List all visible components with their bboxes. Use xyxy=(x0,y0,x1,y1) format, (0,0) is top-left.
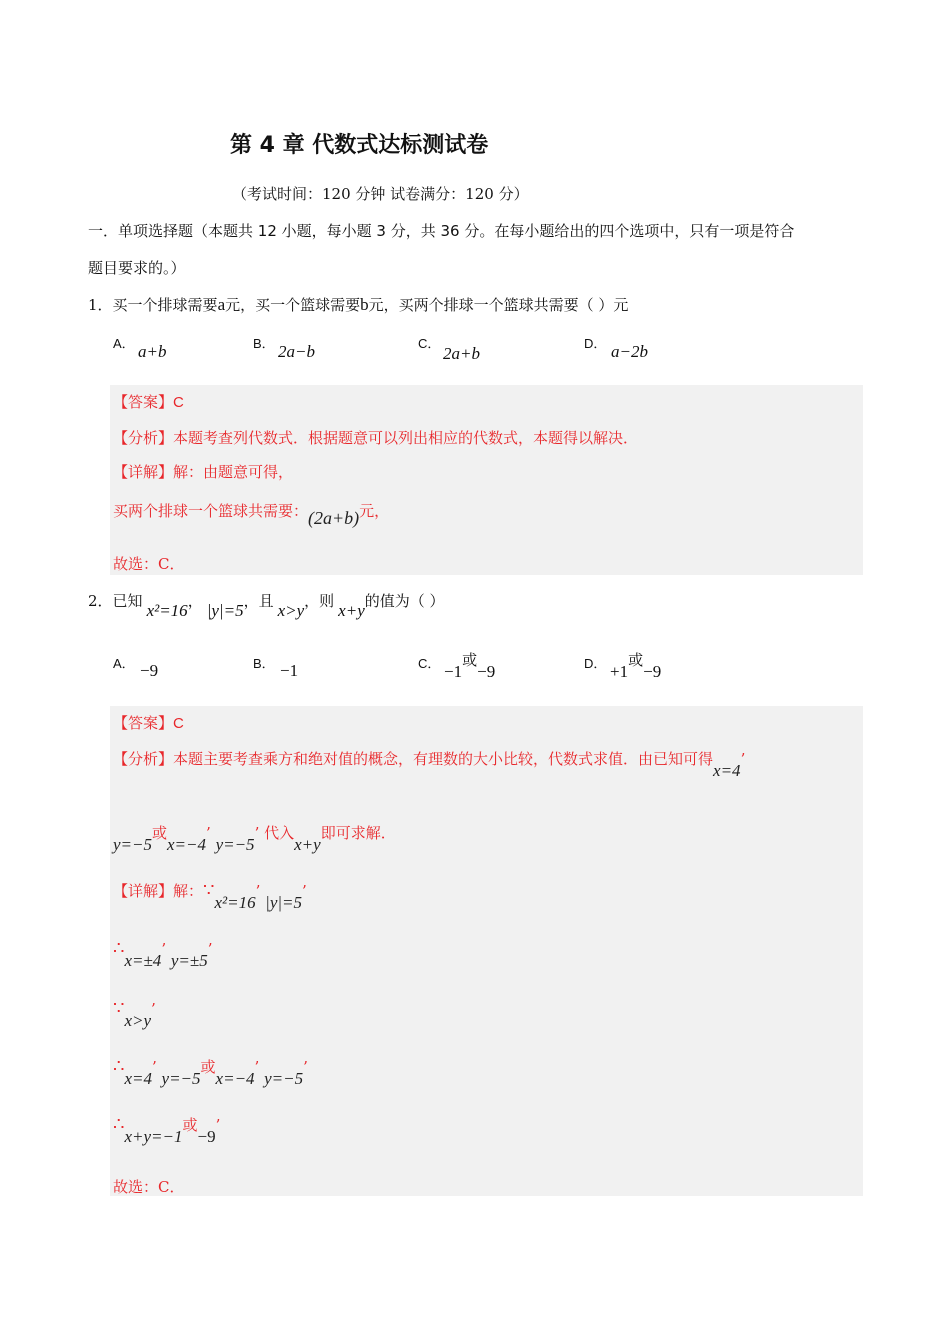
question-number: 2． xyxy=(88,592,113,610)
expression: x²=16 xyxy=(146,601,188,620)
or-text: 或 xyxy=(182,1116,198,1134)
option-c-or: 或 xyxy=(462,651,478,669)
option-d-value: a−2b xyxy=(611,342,648,361)
detail-tag: 【详解】 xyxy=(113,463,174,481)
variable-b: b xyxy=(360,295,369,314)
section-heading-line2: 题目要求的。） xyxy=(88,259,186,277)
detail-step-3: ∵x>y’ xyxy=(113,998,156,1030)
expression: y=±5 xyxy=(170,951,208,970)
detail-line: 【详解】解：∵x²=16’ |y|=5’ xyxy=(113,880,307,912)
analysis-line xyxy=(113,427,638,448)
answer-line xyxy=(113,391,184,412)
analysis-line: 【分析】本题主要考查乘方和绝对值的概念，有理数的大小比较，代数式求值．由已知可得x=4’ xyxy=(113,750,746,780)
expression: x=4 xyxy=(124,1069,152,1088)
answer-box-1 xyxy=(110,385,863,575)
expression: y=−5 xyxy=(215,835,255,854)
question-text: ，则 xyxy=(304,592,335,610)
or-text: 或 xyxy=(200,1058,216,1076)
therefore-symbol: ∴ xyxy=(113,938,125,959)
answer-tag: 【答案】 xyxy=(113,714,174,732)
analysis-text: 本题考查列代数式．根据题意可以列出相应的代数式，本题得以解决． xyxy=(173,429,639,447)
analysis-text: 即可求解． xyxy=(320,824,396,842)
expression: x+y xyxy=(294,835,321,854)
or-text: 或 xyxy=(152,824,168,842)
therefore-symbol: ∴ xyxy=(113,1056,125,1077)
option-d-value-2: −9 xyxy=(643,662,662,681)
answer-tag: 【答案】 xyxy=(113,393,174,411)
because-symbol: ∵ xyxy=(203,880,215,901)
expression: −9 xyxy=(197,1127,216,1146)
question-text: 元，买一个篮球需要 xyxy=(225,296,361,314)
option-d-value xyxy=(610,649,662,681)
analysis-line-2: y=−5或x=−4’ y=−5’ 代入x+y即可求解． xyxy=(113,824,396,854)
option-d-label: D． xyxy=(584,336,607,351)
section-heading-line1: 一．单项选择题（本题共 12 小题，每小题 3 分，共 36 分。在每小题给出的四个选项中，只有一项是符合 xyxy=(88,222,795,240)
expression: x>y xyxy=(277,601,305,620)
analysis-text: 本题主要考查乘方和绝对值的概念，有理数的大小比较，代数式求值．由已知可得 xyxy=(173,750,714,768)
detail-step xyxy=(113,500,390,528)
option-b-value: −1 xyxy=(280,661,299,680)
detail-intro: 解： xyxy=(173,882,204,900)
option-a-value: a+b xyxy=(138,342,167,361)
question-text: 元，买两个排球一个篮球共需要（ ）元 xyxy=(368,296,629,314)
analysis-text: 代入 xyxy=(264,824,295,842)
question-1 xyxy=(88,294,628,315)
expression: y=−5 xyxy=(161,1069,201,1088)
question-2: 2．已知 x²=16， |y|=5，且 x>y，则 x+y的值为（ ） xyxy=(88,592,445,620)
expression: x+y=−1 xyxy=(124,1127,183,1146)
detail-intro: 解：由题意可得， xyxy=(173,463,294,481)
variable-a: a xyxy=(217,295,226,314)
conclusion-line: 故选：C． xyxy=(113,1178,185,1196)
because-symbol: ∵ xyxy=(113,998,125,1019)
page-subtitle: （考试时间：120 分钟 试卷满分：120 分） xyxy=(232,185,529,203)
detail-step-4: ∴x=4’ y=−5或x=−4’ y=−5’ xyxy=(113,1056,308,1088)
option-c-label: C． xyxy=(418,336,441,351)
expression: x=−4 xyxy=(167,835,207,854)
option-a-value: −9 xyxy=(140,661,159,680)
detail-tag: 【详解】 xyxy=(113,882,174,900)
option-c-value: 2a+b xyxy=(443,344,480,363)
option-c-label: C． xyxy=(418,656,441,671)
option-d-or: 或 xyxy=(628,651,644,669)
page-title: 第 4 章 代数式达标测试卷 xyxy=(230,133,489,158)
answer-line xyxy=(113,712,184,733)
expression: |y|=5 xyxy=(206,601,244,620)
therefore-symbol: ∴ xyxy=(113,1114,125,1135)
expression: y=−5 xyxy=(264,1069,304,1088)
option-a-label: A． xyxy=(113,336,135,351)
option-d-label: D． xyxy=(584,656,607,671)
detail-text: 买两个排球一个篮球共需要： xyxy=(113,502,309,520)
detail-expression: (2a+b) xyxy=(308,508,360,528)
conclusion-line: 故选：C． xyxy=(113,555,185,573)
question-text: 买一个排球需要 xyxy=(112,296,218,314)
detail-step-2: ∴x=±4’ y=±5’ xyxy=(113,938,213,970)
expression: x=−4 xyxy=(215,1069,255,1088)
option-b-value: 2a−b xyxy=(278,342,315,361)
detail-unit: 元， xyxy=(359,502,390,520)
option-c-value-2: −9 xyxy=(477,662,496,681)
analysis-expression: x=4 xyxy=(713,761,741,780)
detail-line xyxy=(113,461,293,482)
answer-value: C xyxy=(173,715,184,732)
option-a-label: A． xyxy=(113,656,135,671)
expression: x>y xyxy=(124,1011,152,1030)
expression: x²=16 xyxy=(214,893,256,912)
answer-value: C xyxy=(173,394,184,411)
expression: x+y xyxy=(338,601,365,620)
option-c-value-1: −1 xyxy=(444,662,463,681)
answer-box-2 xyxy=(110,706,863,1196)
question-number: 1． xyxy=(88,296,113,314)
expression: y=−5 xyxy=(113,835,152,854)
analysis-tag: 【分析】 xyxy=(113,750,174,768)
detail-step-5: ∴x+y=−1或−9’ xyxy=(113,1114,221,1146)
expression: x=±4 xyxy=(124,951,162,970)
question-text: 的值为（ ） xyxy=(364,592,445,610)
option-b-label: B． xyxy=(253,656,275,671)
analysis-tag: 【分析】 xyxy=(113,429,174,447)
option-c-value xyxy=(444,649,496,681)
question-text: 已知 xyxy=(112,592,143,610)
expression: |y|=5 xyxy=(265,893,303,912)
question-text: ，且 xyxy=(243,592,274,610)
option-b-label: B． xyxy=(253,336,275,351)
option-d-value-1: +1 xyxy=(610,662,629,681)
